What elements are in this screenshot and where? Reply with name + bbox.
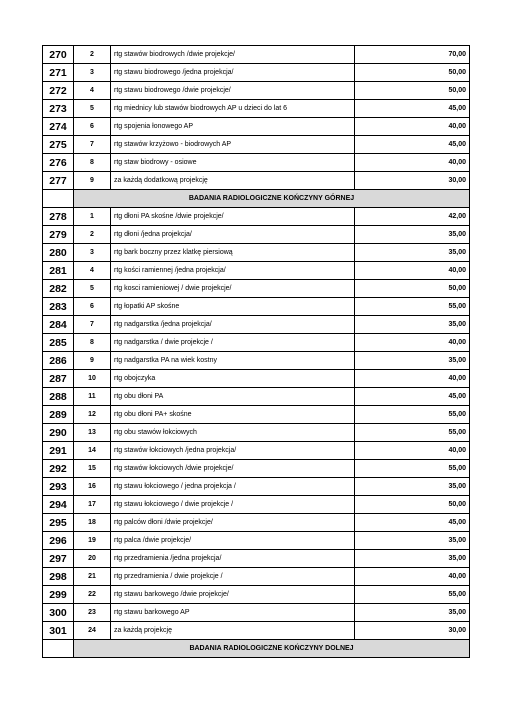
row-id: 279 — [43, 226, 74, 244]
table-row — [43, 46, 470, 64]
row-lp: 8 — [74, 154, 111, 172]
row-lp: 19 — [74, 532, 111, 550]
row-lp: 17 — [74, 496, 111, 514]
row-id: 291 — [43, 442, 74, 460]
table-row — [43, 298, 470, 316]
row-price: 50,00 — [355, 496, 470, 514]
row-id: 300 — [43, 604, 74, 622]
table-row — [43, 100, 470, 118]
row-price: 40,00 — [355, 262, 470, 280]
row-price: 45,00 — [355, 136, 470, 154]
table-row — [43, 478, 470, 496]
row-name: rtg dłoni /jedna projekcja/ — [111, 226, 355, 244]
section-header-row — [43, 640, 470, 658]
row-price: 40,00 — [355, 118, 470, 136]
row-lp: 12 — [74, 406, 111, 424]
row-price: 55,00 — [355, 424, 470, 442]
row-id: 299 — [43, 586, 74, 604]
row-id: 280 — [43, 244, 74, 262]
row-id: 297 — [43, 550, 74, 568]
row-lp: 8 — [74, 334, 111, 352]
table-row — [43, 586, 470, 604]
row-lp: 9 — [74, 352, 111, 370]
row-name: rtg stawu łokciowego / jedna projekcja / — [111, 478, 355, 496]
row-id: 292 — [43, 460, 74, 478]
section-header-row — [43, 190, 470, 208]
table-row — [43, 442, 470, 460]
row-id: 271 — [43, 64, 74, 82]
row-id: 283 — [43, 298, 74, 316]
row-name: rtg staw biodrowy - osiowe — [111, 154, 355, 172]
row-price: 30,00 — [355, 172, 470, 190]
row-id: 286 — [43, 352, 74, 370]
row-lp: 4 — [74, 262, 111, 280]
table-row — [43, 460, 470, 478]
row-id: 288 — [43, 388, 74, 406]
row-name: rtg stawu łokciowego / dwie projekcje / — [111, 496, 355, 514]
table-row — [43, 334, 470, 352]
row-name: rtg nadgarstka / dwie projekcje / — [111, 334, 355, 352]
table-row — [43, 514, 470, 532]
row-name: rtg kości ramiennej /jedna projekcja/ — [111, 262, 355, 280]
row-name: rtg spojenia łonowego AP — [111, 118, 355, 136]
table-row — [43, 82, 470, 100]
row-price: 55,00 — [355, 298, 470, 316]
row-price: 35,00 — [355, 478, 470, 496]
row-name: rtg obojczyka — [111, 370, 355, 388]
row-price: 35,00 — [355, 532, 470, 550]
price-list-table — [42, 45, 470, 658]
row-name: rtg stawów łokciowych /jedna projekcja/ — [111, 442, 355, 460]
row-price: 50,00 — [355, 64, 470, 82]
row-id: 282 — [43, 280, 74, 298]
table-row — [43, 550, 470, 568]
row-price: 50,00 — [355, 280, 470, 298]
row-id: 273 — [43, 100, 74, 118]
row-name: za każdą projekcję — [111, 622, 355, 640]
table-row — [43, 424, 470, 442]
row-id: 274 — [43, 118, 74, 136]
table-row — [43, 262, 470, 280]
row-id: 281 — [43, 262, 74, 280]
row-lp: 5 — [74, 280, 111, 298]
row-lp: 7 — [74, 316, 111, 334]
row-price: 45,00 — [355, 100, 470, 118]
row-lp: 9 — [74, 172, 111, 190]
row-price: 35,00 — [355, 352, 470, 370]
row-name: rtg palca /dwie projekcje/ — [111, 532, 355, 550]
table-row — [43, 172, 470, 190]
row-lp: 15 — [74, 460, 111, 478]
row-lp: 7 — [74, 136, 111, 154]
price-list-body — [43, 46, 470, 658]
row-id: 270 — [43, 46, 74, 64]
table-row — [43, 370, 470, 388]
table-row — [43, 118, 470, 136]
row-name: rtg stawu biodrowego /dwie projekcje/ — [111, 82, 355, 100]
row-name: rtg łopatki AP skośne — [111, 298, 355, 316]
row-name: rtg stawów łokciowych /dwie projekcje/ — [111, 460, 355, 478]
row-name: rtg obu dłoni PA — [111, 388, 355, 406]
row-id: 272 — [43, 82, 74, 100]
table-row — [43, 622, 470, 640]
row-lp: 23 — [74, 604, 111, 622]
row-price: 40,00 — [355, 442, 470, 460]
table-row — [43, 352, 470, 370]
row-price: 50,00 — [355, 82, 470, 100]
row-lp: 13 — [74, 424, 111, 442]
table-row — [43, 388, 470, 406]
row-id: 290 — [43, 424, 74, 442]
row-id: 301 — [43, 622, 74, 640]
row-id: 295 — [43, 514, 74, 532]
row-id: 277 — [43, 172, 74, 190]
table-row — [43, 208, 470, 226]
row-price: 40,00 — [355, 334, 470, 352]
section-id-cell — [43, 640, 74, 658]
table-row — [43, 496, 470, 514]
table-row — [43, 532, 470, 550]
table-row — [43, 64, 470, 82]
row-lp: 1 — [74, 208, 111, 226]
row-price: 35,00 — [355, 226, 470, 244]
row-price: 42,00 — [355, 208, 470, 226]
row-id: 285 — [43, 334, 74, 352]
row-lp: 6 — [74, 118, 111, 136]
row-lp: 24 — [74, 622, 111, 640]
row-price: 55,00 — [355, 406, 470, 424]
row-name: rtg palców dłoni /dwie projekcje/ — [111, 514, 355, 532]
row-price: 40,00 — [355, 568, 470, 586]
row-price: 45,00 — [355, 388, 470, 406]
row-lp: 18 — [74, 514, 111, 532]
row-price: 35,00 — [355, 550, 470, 568]
row-lp: 22 — [74, 586, 111, 604]
row-name: rtg nadgarstka /jedna projekcja/ — [111, 316, 355, 334]
table-row — [43, 316, 470, 334]
row-id: 278 — [43, 208, 74, 226]
row-name: rtg stawów krzyżowo - biodrowych AP — [111, 136, 355, 154]
row-id: 289 — [43, 406, 74, 424]
table-row — [43, 406, 470, 424]
table-row — [43, 136, 470, 154]
row-name: rtg nadgarstka PA na wiek kostny — [111, 352, 355, 370]
row-id: 294 — [43, 496, 74, 514]
row-lp: 14 — [74, 442, 111, 460]
row-name: rtg dłoni PA skośne /dwie projekcje/ — [111, 208, 355, 226]
table-row — [43, 226, 470, 244]
row-price: 40,00 — [355, 154, 470, 172]
section-title: BADANIA RADIOLOGICZNE KOŃCZYNY GÓRNEJ — [74, 190, 470, 208]
row-id: 276 — [43, 154, 74, 172]
row-lp: 6 — [74, 298, 111, 316]
row-id: 293 — [43, 478, 74, 496]
row-id: 298 — [43, 568, 74, 586]
section-title: BADANIA RADIOLOGICZNE KOŃCZYNY DOLNEJ — [74, 640, 470, 658]
row-price: 40,00 — [355, 370, 470, 388]
row-name: rtg stawu barkowego AP — [111, 604, 355, 622]
table-row — [43, 604, 470, 622]
row-name: rtg miednicy lub stawów biodrowych AP u dzieci do lat 6 — [111, 100, 355, 118]
row-price: 45,00 — [355, 514, 470, 532]
row-name: za każdą dodatkową projekcję — [111, 172, 355, 190]
row-id: 296 — [43, 532, 74, 550]
row-name: rtg obu dłoni PA+ skośne — [111, 406, 355, 424]
row-lp: 3 — [74, 244, 111, 262]
row-name: rtg kosci ramieniowej / dwie projekcje/ — [111, 280, 355, 298]
row-price: 35,00 — [355, 604, 470, 622]
row-name: rtg stawów biodrowych /dwie projekcje/ — [111, 46, 355, 64]
row-name: rtg stawu barkowego /dwie projekcje/ — [111, 586, 355, 604]
row-name: rtg przedramienia / dwie projekcje / — [111, 568, 355, 586]
row-name: rtg bark boczny przez klatkę piersiową — [111, 244, 355, 262]
row-price: 30,00 — [355, 622, 470, 640]
row-lp: 3 — [74, 64, 111, 82]
row-price: 55,00 — [355, 586, 470, 604]
row-lp: 4 — [74, 82, 111, 100]
row-price: 70,00 — [355, 46, 470, 64]
table-row — [43, 154, 470, 172]
row-lp: 21 — [74, 568, 111, 586]
row-lp: 10 — [74, 370, 111, 388]
row-price: 55,00 — [355, 460, 470, 478]
table-row — [43, 244, 470, 262]
row-id: 275 — [43, 136, 74, 154]
row-name: rtg obu stawów łokciowych — [111, 424, 355, 442]
row-price: 35,00 — [355, 244, 470, 262]
table-row — [43, 280, 470, 298]
row-lp: 2 — [74, 226, 111, 244]
row-lp: 16 — [74, 478, 111, 496]
row-name: rtg stawu biodrowego /jedna projekcja/ — [111, 64, 355, 82]
section-id-cell — [43, 190, 74, 208]
row-name: rtg przedramienia /jedna projekcja/ — [111, 550, 355, 568]
row-lp: 20 — [74, 550, 111, 568]
row-price: 35,00 — [355, 316, 470, 334]
row-lp: 11 — [74, 388, 111, 406]
row-id: 284 — [43, 316, 74, 334]
table-row — [43, 568, 470, 586]
row-lp: 2 — [74, 46, 111, 64]
row-id: 287 — [43, 370, 74, 388]
row-lp: 5 — [74, 100, 111, 118]
